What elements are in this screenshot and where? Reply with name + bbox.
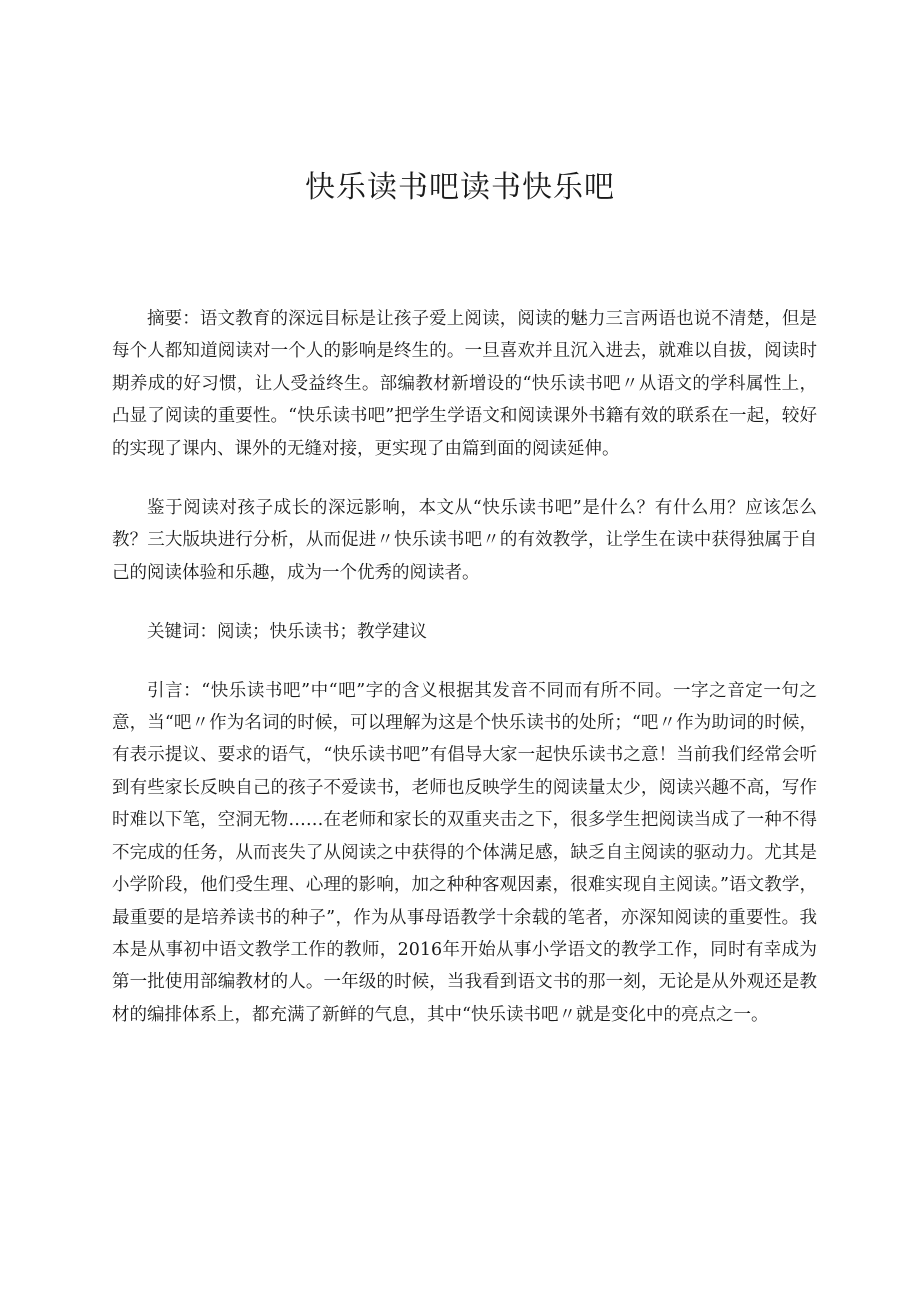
document-body (112, 303, 817, 1058)
page-title: 快乐读书吧读书快乐吧 (305, 170, 615, 205)
scope-paragraph: 鉴于阅读对孩子成长的深远影响，本文从“快乐读书吧”是什么？有什么用？应该怎么教？三大版块进行分析，从而促进〃快乐读书吧〃的有效教学，让学生在读中获得独属于自己的阅读体验和乐趣，成为一个优秀的阅读者。 (112, 498, 817, 583)
keywords-paragraph: 关键词：阅读；快乐读书；教学建议 (147, 622, 427, 643)
introduction-paragraph: 引言：“快乐读书吧”中“吧”字的含义根据其发音不同而有所不同。一字之音定一句之意，当“吧〃作为名词的时候，可以理解为这是个快乐读书的处所；“吧〃作为助词的时候，有表示提议、要求的语气，“快乐读书吧”有倡导大家一起快乐读书之意！当前我们经常会听到有些家长反映自己的孩子不爱读书，老师也反映学生的阅读量太少，阅读兴趣不高，写作时难以下笔，空洞无物……在老师和家长的双重夹击之下，很多学生把阅读当成了一种不得不完成的任务，从而丧失了从阅读之中获得的个体满足感，缺乏自主阅读的驱动力。尤其是小学阶段，他们受生理、心理的影响，加之种种客观因素，很难实现自主阅读。”语文教学，最重要的是培养读书的种子”，作为从事母语教学十余载的笔者，亦深知阅读的重要性。我本是从事初中语文教学工作的教师，2016年开始从事小学语文的教学工作，同时有幸成为第一批使用部编教材的人。一年级的时候，当我看到语文书的那一刻，无论是从外观还是教材的编排体系上，都充满了新鲜的气息，其中“快乐读书吧〃就是变化中的亮点之一。 (112, 680, 817, 1025)
abstract-paragraph: 摘要：语文教育的深远目标是让孩子爱上阅读，阅读的魅力三言两语也说不清楚，但是每个人都知道阅读对一个人的影响是终生的。一旦喜欢并且沉入进去，就难以自拔，阅读时期养成的好习惯，让人受益终生。部编教材新增设的“快乐读书吧〃从语文的学科属性上，凸显了阅读的重要性。“快乐读书吧”把学生学语文和阅读课外书籍有效的联系在一起，较好的实现了课内、课外的无缝对接，更实现了由篇到面的阅读延伸。 (112, 309, 817, 459)
